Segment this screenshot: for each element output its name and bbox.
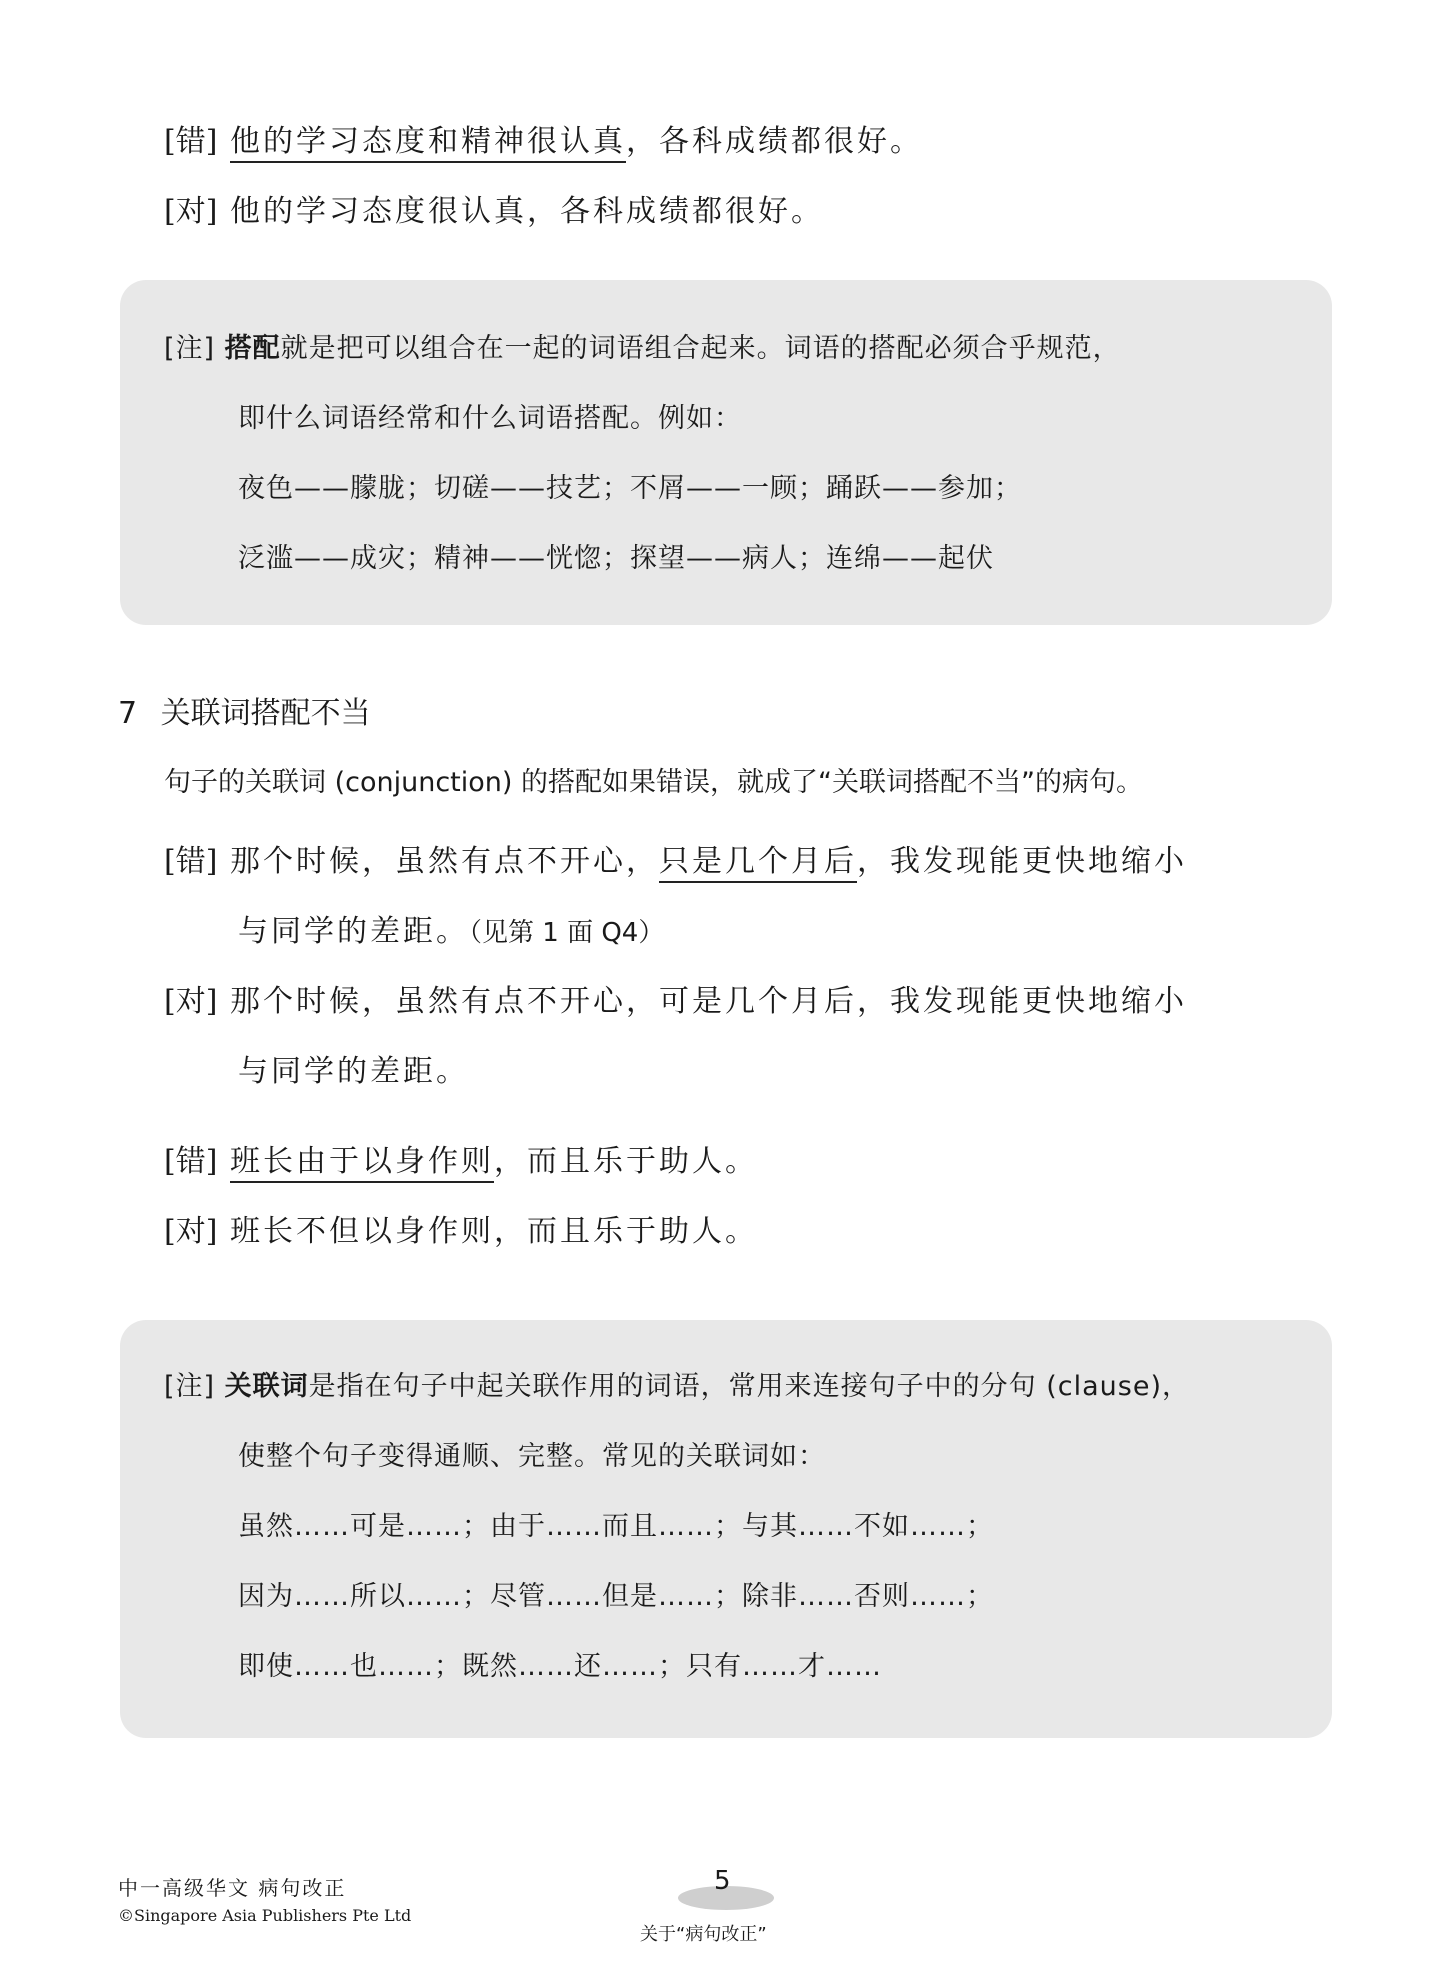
- note-2-examples-2: 因为……所以……；尽管……但是……；除非……否则……；: [238, 1581, 994, 1612]
- sentence-part: 那个时候，虽然有点不开心，: [229, 844, 659, 879]
- underlined-error: 班长由于以身作则: [230, 1144, 494, 1183]
- section-intro: 句子的关联词 (conjunction) 的搭配如果错误，就成了“关联词搭配不当”的病句。: [164, 767, 1143, 798]
- section-title: 关联词搭配不当: [160, 696, 371, 731]
- example-wrong-2: [164, 836, 1187, 880]
- wrong-tag: [错]: [164, 124, 218, 159]
- right-tag: [对]: [164, 1214, 218, 1249]
- section-heading: [118, 688, 371, 732]
- example-right-1: [164, 186, 824, 230]
- note-text: 是指在句子中起关联作用的词语，常用来连接句子中的分句 (clause)，: [308, 1371, 1191, 1402]
- right-tag: [对]: [164, 984, 218, 1019]
- example-wrong-2-line-2: [238, 906, 664, 950]
- example-right-3: [164, 1206, 758, 1250]
- note-1-examples-2: 泛滥——成灾；精神——恍惚；探望——病人；连绵——起伏: [238, 543, 994, 574]
- right-tag: [对]: [164, 194, 218, 229]
- sentence-part: 与同学的差距。: [238, 914, 469, 949]
- page-number: 5: [714, 1866, 731, 1896]
- corrected-sentence: 他的学习态度很认真，各科成绩都很好。: [229, 194, 824, 229]
- example-wrong-3: [164, 1136, 758, 1180]
- note-tag: [注]: [164, 1371, 216, 1402]
- note-1-examples-1: 夜色——朦胧；切磋——技艺；不屑——一顾；踊跃——参加；: [238, 473, 1022, 504]
- wrong-tag: [错]: [164, 1144, 218, 1179]
- note-1-line-2: 即什么词语经常和什么词语搭配。例如：: [238, 403, 742, 434]
- note-2-examples-3: 即使……也……；既然……还……；只有……才……: [238, 1651, 882, 1682]
- note-2-examples-1: 虽然……可是……；由于……而且……；与其……不如……；: [238, 1511, 994, 1542]
- note-1-line-1: [164, 326, 1121, 365]
- corrected-sentence: 班长不但以身作则，而且乐于助人。: [229, 1214, 758, 1249]
- footer-copyright: ©Singapore Asia Publishers Pte Ltd: [118, 1906, 412, 1925]
- sentence-rest: ，而且乐于助人。: [493, 1144, 758, 1179]
- example-right-2: [164, 976, 1187, 1020]
- example-right-2-line-2: 与同学的差距。: [238, 1054, 469, 1089]
- note-2-line-2: 使整个句子变得通顺、完整。常见的关联词如：: [238, 1441, 826, 1472]
- example-wrong-1: [164, 116, 923, 160]
- underlined-error: 他的学习态度和精神很认真: [230, 124, 626, 163]
- sentence-rest: ，各科成绩都很好。: [625, 124, 923, 159]
- note-term: 关联词: [224, 1371, 309, 1402]
- note-tag: [注]: [164, 333, 216, 364]
- page-reference: （见第 1 面 Q4）: [469, 918, 665, 948]
- underlined-error: 只是几个月后: [659, 844, 857, 883]
- wrong-tag: [错]: [164, 844, 218, 879]
- sentence-part: ，我发现能更快地缩小: [856, 844, 1187, 879]
- corrected-sentence: 那个时候，虽然有点不开心，可是几个月后，我发现能更快地缩小: [229, 984, 1187, 1019]
- note-text: 就是把可以组合在一起的词语组合起来。词语的搭配必须合乎规范，: [280, 333, 1121, 364]
- section-number: 7: [118, 696, 138, 731]
- note-term: 搭配: [224, 333, 281, 364]
- note-2-line-1: [164, 1364, 1190, 1403]
- footer-section-label: 关于“病句改正”: [640, 1924, 767, 1945]
- footer-book-title: 中一高级华文 病句改正: [118, 1876, 347, 1900]
